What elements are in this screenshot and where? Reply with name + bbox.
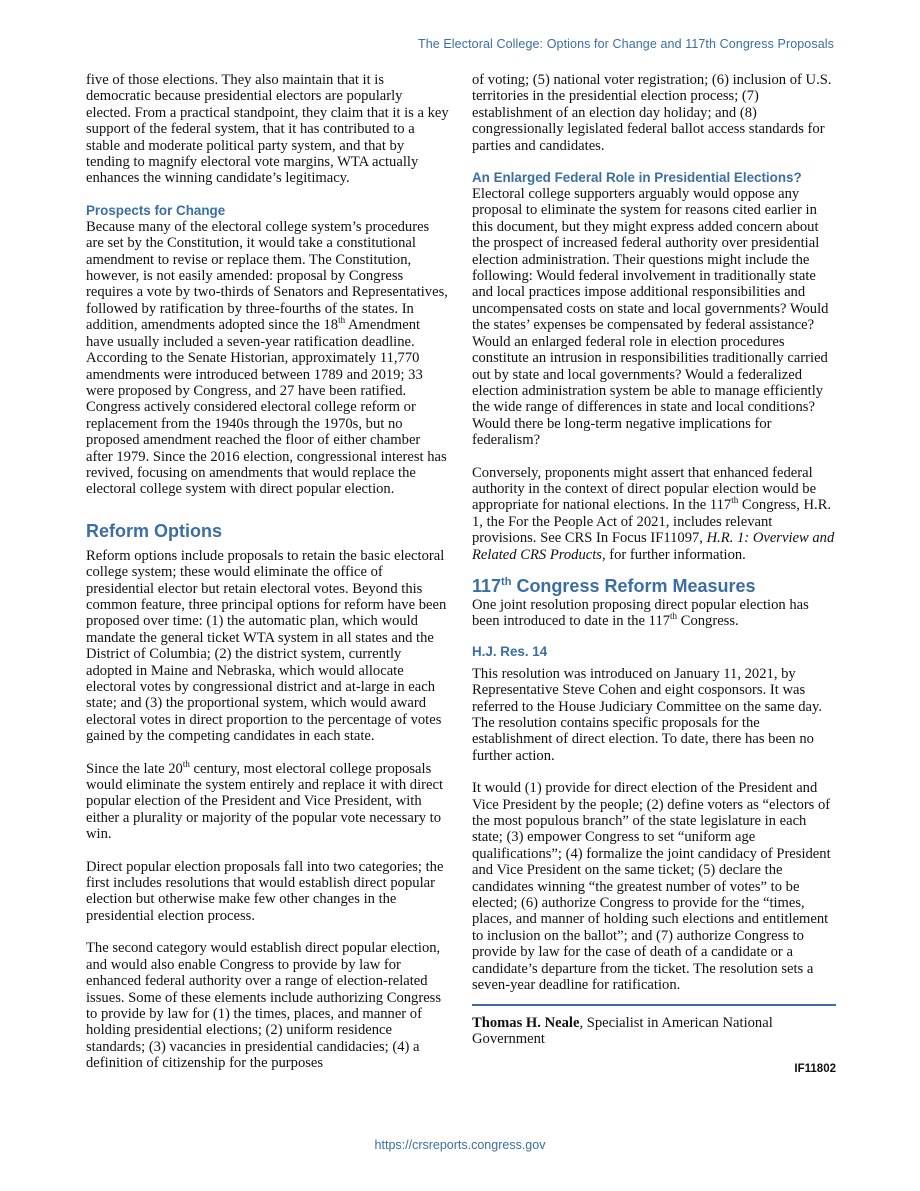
right-column (472, 72, 836, 1078)
congress-measures-heading: 117th Congress Reform Measures (472, 575, 756, 596)
author-name: Thomas H. Neale (472, 1014, 580, 1031)
federal-role-paragraph-1: Electoral college supporters arguably would oppose any proposal to eliminate the system for reasons cited earlier in this document, but they might express added concern about the prospect of increased federal authority over presidential election administration. Their questions might include the following: Would federal involvement in traditionally state and local practices impose additional responsibilities and uncompensated costs on state and local governments? Would the states’ expenses be compensated by federal assistance? Would an enlarged federal role in election procedures constitute an intrusion in responsibilities traditionally carried out by state and local governments? Would a federalized election administration system be able to manage efficiently the wide range of differences in state and local conditions? Would there be long-term negative implications for federalism? (472, 186, 829, 449)
running-header: The Electoral College: Options for Change and 117th Congress Proposals (417, 37, 834, 51)
reform-paragraph-3: Direct popular election proposals fall into two categories; the first includes resolutions that would establish direct popular election but otherwise make few other changes in the presidential election process. (86, 858, 444, 924)
hjres-paragraph-2: It would (1) provide for direct election of the President and Vice President by the people; (2) define voters as “electors of the most populous branch” of the state legislature in each state; (3) empower Congress to set “uniform age qualifications”; (4) formalize the joint candidacy of President and Vice President on the same ticket; (5) declare the candidates winning “the greatest number of votes” to be elected; (6) authorize Congress to provide for the “times, places, and manner of holding such elections and entitlement to inclusion on the ballot”; and (7) authorize Congress to provide by law for the case of death of a candidate or a candidate’s departure from the ticket. The resolution sets a seven-year deadline for ratification. (472, 780, 831, 994)
reform-paragraph-1: Reform options include proposals to retain the basic electoral college system; these would eliminate the office of presidential elector but retain electoral votes. Beyond this common feature, three principal options for reform have been proposed over time: (1) the automatic plan, which would mandate the general ticket WTA system in all states and the District of Columbia; (2) the district system, currently adopted in Maine and Nebraska, which would allocate electoral votes by congressional district and at-large in each state; and (3) the proportional system, which would award electoral votes in direct proportion to the percentage of votes gained by the competing candidates in each state. (86, 547, 447, 745)
congress-intro-paragraph: One joint resolution proposing direct popular election has been introduced to date in the 117th Congress. (472, 596, 809, 630)
author-credit: Thomas H. Neale, Specialist in American National Government (472, 1014, 773, 1047)
federal-role-paragraph-2: Conversely, proponents might assert that enhanced federal authority in the context of direct popular election would be appropriate for national elections. In the 117th Congress, H.R. 1, the For the People Act of 2021, includes relevant provisions. See CRS In Focus IF11097, H.R. 1: Overview and Related CRS Products, for further information. (472, 464, 835, 563)
hjres-heading: H.J. Res. 14 (472, 643, 548, 659)
footer-url[interactable]: https://crsreports.congress.gov (374, 1138, 546, 1152)
author-divider (472, 1004, 836, 1006)
reform-paragraph-2: Since the late 20th century, most electoral college proposals would eliminate the system entirely and replace it with direct popular election of the President and Vice President, with either a plurality or majority of the popular vote necessary to win. (86, 758, 444, 843)
federal-role-heading: An Enlarged Federal Role in Presidential Elections? (472, 170, 802, 186)
prospects-heading: Prospects for Change (86, 202, 226, 218)
hjres-paragraph-1: This resolution was introduced on January 11, 2021, by Representative Steve Cohen and eight cosponsors. It was referred to the House Judiciary Committee on the same day. The resolution contains specific proposals for the establishment of direct election. To date, there has been no further action. (472, 665, 823, 764)
intro-paragraph: five of those elections. They also maintain that it is democratic because presidential electors are popularly elected. From a practical standpoint, they claim that it is a key support of the federal system, that it has contributed to a stable and moderate political party system, and that by tending to magnify electoral vote margins, WTA actually enhances the winning candidate’s legitimacy. (86, 72, 449, 187)
left-column (86, 72, 450, 1088)
reform-paragraph-4: The second category would establish direct popular election, and would also enable Congress to provide by law for enhanced federal authority over a range of election-related issues. Some of these elements include authorizing Congress to provide by law for (1) the times, places, and manner of holding presidential elections; (2) uniform residence standards; (3) vacancies in presidential candidacies; (4) a definition of citizenship for the purposes (86, 940, 442, 1072)
crs-product-link: H.R. 1: Overview and Related CRS Products (472, 530, 835, 563)
reform-options-heading: Reform Options (86, 520, 223, 541)
continuation-paragraph: of voting; (5) national voter registration; (6) inclusion of U.S. territories in the presidential election process; (7) establishment of an election day holiday; and (8) congressionally legislated federal ballot access standards for parties and candidates. (472, 72, 832, 154)
document-id: IF11802 (794, 1063, 836, 1076)
prospects-paragraph: Because many of the electoral college system’s procedures are set by the Constitution, it would take a constitutional amendment to revise or replace them. The Constitution, however, is not easily amended: proposal by Congress requires a vote by two-thirds of Senators and Representatives, followed by ratification by three-fourths of the states. In addition, amendments adopted since the 18th Amendment have usually included a seven-year ratification deadline. According to the Senate Historian, approximately 11,770 amendments were introduced between 1789 and 2019; 33 were proposed by Congress, and 27 have been ratified. Congress actively considered electoral college reform or replacement from the 1940s through the 1970s, but no proposed amendment reached the floor of either chamber after 1979. Since the 2016 election, congressional interest has revived, focusing on amendments that would replace the electoral college system with direct popular election. (86, 218, 448, 498)
